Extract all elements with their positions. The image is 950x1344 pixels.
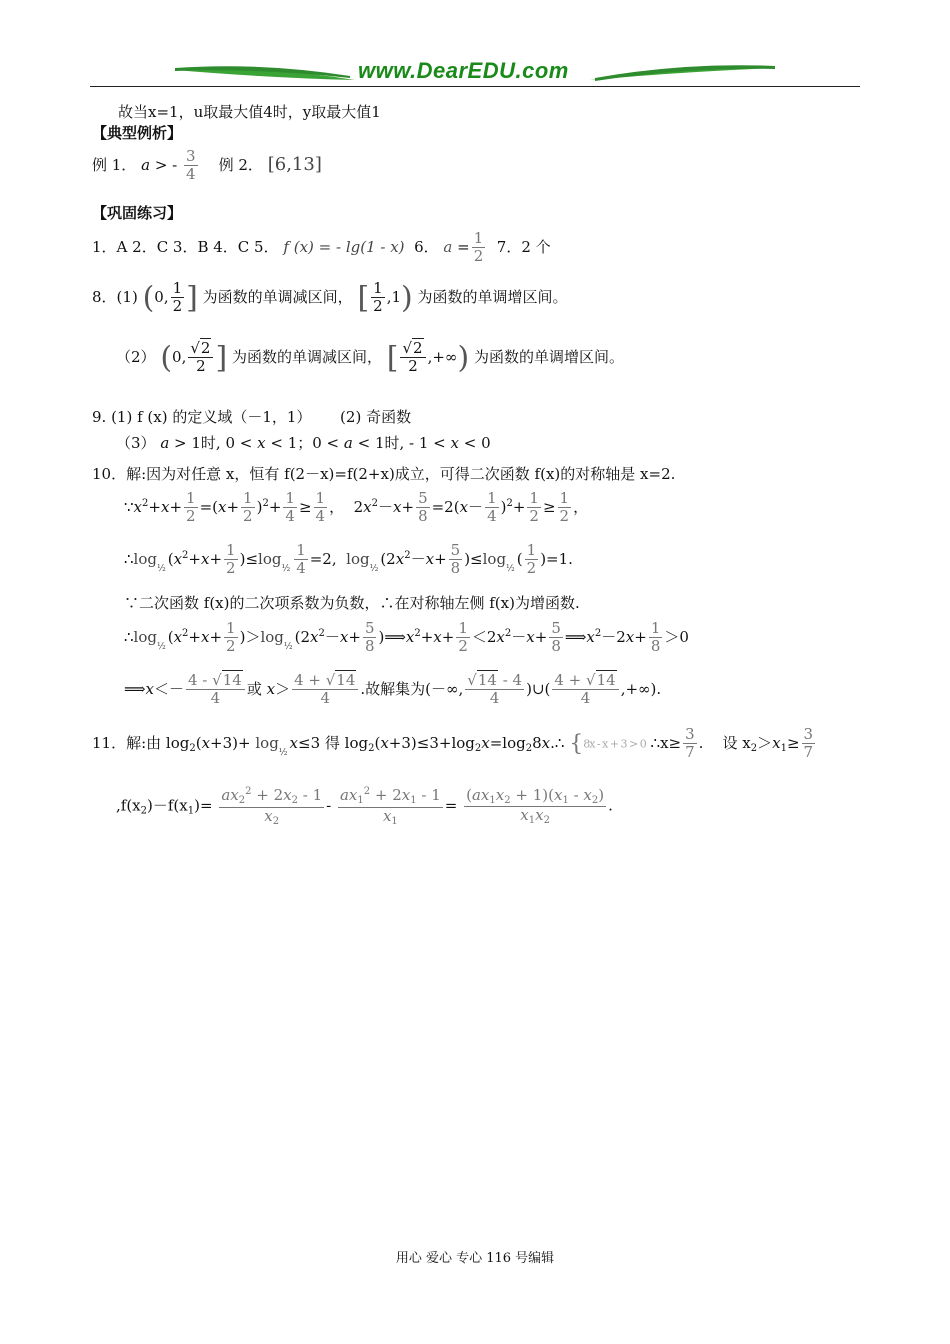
answer-7: 7．2 个 [496, 237, 551, 256]
fraction-1-2: $\frac{1}{2}$ [473, 229, 484, 266]
example2-interval: [6,13] [267, 153, 322, 175]
answer-5-formula: f (x) = - lg(1 - x) [283, 237, 405, 256]
ex8-2-decreasing-text: 为函数的单调减区间， [231, 347, 382, 366]
exercise-10-intro: 10．解:因为对任意 x，恒有 f(2－x)=f(2+x)成立，可得二次函数 f(x)的对称轴是 x=2. [92, 465, 676, 483]
ex9-odd: (2) 奇函数 [340, 408, 412, 426]
exercise-10-line-5: ⟹x＜－ $\frac{4 - √14}{4}$ 或 x＞ $\frac{4 + √14}{4}$ .故解集为(－∞, $\frac{√14 - 4}{4}$ )∪( $\frac{4 + √14}{4}$ ,+∞). [124, 671, 662, 708]
ex11-f-mid: )－f(x [147, 796, 188, 815]
logo-text: www.DearEDU.com [358, 58, 569, 83]
example2-label: 例 2． [218, 155, 263, 174]
ex8-decreasing-text: 为函数的单调减区间， [202, 287, 353, 306]
intro-text: 故当x=1，u取最大值4时，y取最大值1 [118, 103, 381, 121]
example1-label: 例 1． [92, 155, 137, 174]
answer-6-label: 6． [414, 237, 439, 256]
ex11-conclusion: ∴x≥ [650, 733, 682, 752]
ex9-part3-label: （3） [116, 434, 156, 452]
exercise-9-line-1 [92, 406, 411, 427]
exercise-10-line-1: $\because x^2+x+$ $\frac{1}{2}$ =(x+ $\frac{1}{2}$ )$^2$+ $\frac{1}{4}$ ≥ $\frac{1}{4}$ ， $2x^2-x+$ $\frac{5}{8}$ =2(x－ $\frac{1}{4}$ )$^2$+ $\frac{1}{2}$ ≥ $\frac{1}{2}$ ， [124, 489, 589, 526]
exercise-8-part-1: 8．(1) (0, $\frac{1}{2}$ ] 为函数的单调减区间， [ $\frac{1}{2}$ ,1) 为函数的单调增区间。 [92, 279, 568, 316]
section-heading-exercises: 【巩固练习】 [92, 204, 183, 222]
ex8-2-label: （2） [116, 347, 156, 366]
section-heading-examples: 【典型例析】 [92, 124, 183, 142]
exercise-11-line-1: 11．解:由 $\log_2(x+3)+ \log_{\frac{1}{2}}x\le 3$ 得 $\log_2(x+3)\le 3+\log_2x=\log_28x.\therefore$ {8x - x + 3 > 0 ∴x≥ $\frac{3}{7}$ . 设 $x_2>x_1\ge$ $\frac{3}{7}$ [92, 725, 814, 762]
exercise-11-line-2: $,f(x_2)-f(x_1)=$ $\frac{ax_2^2 + 2x_2 - 1}{x_2}$ - $\frac{ax_1^2 + 2x_1 - 1}{x_1}$ = $\frac{(ax_1x_2 + 1)(x_1 - x_2)}{x_1x_2}$ . [116, 785, 613, 827]
ex8-2-increasing-text: 为函数的单调增区间。 [473, 347, 624, 366]
examples-line: 例 1． a > - $\frac{3}{4}$ 例 2． [6,13] [92, 147, 322, 184]
exercise-8-part-2: （2） (0, $\frac{√2}{2}$ ] 为函数的单调减区间， [ $\frac{√2}{2}$ ,+∞) 为函数的单调增区间。 [116, 339, 624, 376]
exercise-9-line-2: （3） a > 1时, 0 < x < 1；0 < a < 1时, - 1 < x < 0 [116, 434, 491, 452]
exercise-10-line-2: $\therefore\log_{\frac{1}{2}}(x^2+x+$ $\frac{1}{2}$ )$\le\log_{\frac{1}{2}}$ $\frac{1}{4}$ =2, $\log_{\frac{1}{2}}(2x^2-x+$ $\frac{5}{8}$ )$\le\log_{\frac{1}{2}}$( $\frac{1}{2}$ )=1. [124, 541, 573, 578]
header-rule [90, 86, 860, 87]
fraction-3-4: $\frac{3}{4}$ [186, 147, 196, 184]
exercise-10-line-4: $\therefore\log_{\frac{1}{2}}(x^2+x+$ $\frac{1}{2}$ )$>\log_{\frac{1}{2}}(2x^2-x+$ $\frac{5}{8}$ )$⟹x^2+x+$ $\frac{1}{2}$ $<2x^2-x+$ $\frac{5}{8}$ $⟹x^2-2x+$ $\frac{1}{8}$ ＞0 [124, 619, 689, 656]
ex11-f-label: ,f(x [116, 796, 141, 815]
ex11-label: 11．解:由 log [92, 733, 190, 752]
answers-1-5: 1．A 2．C 3．B 4．C 5． [92, 237, 279, 256]
ex8-increasing-text: 为函数的单调增区间。 [417, 287, 568, 306]
ex9-domain: 9. (1) f (x) 的定义域（－1，1） [92, 408, 312, 426]
answer-line-intro [118, 101, 381, 122]
exercise-10-line-3: ∵二次函数 f(x)的二次项系数为负数，∴在对称轴左侧 f(x)为增函数. [124, 594, 580, 612]
ex8-label: 8．(1) [92, 287, 138, 306]
exercise-answers-1-7: 1．A 2．C 3．B 4．C 5． f (x) = - lg(1 - x) 6． a = $\frac{1}{2}$ 7．2 个 [92, 229, 551, 266]
page-footer: 用心 爱心 专心 116 号编辑 [395, 1251, 555, 1266]
ex11-set: 设 x [722, 733, 751, 752]
